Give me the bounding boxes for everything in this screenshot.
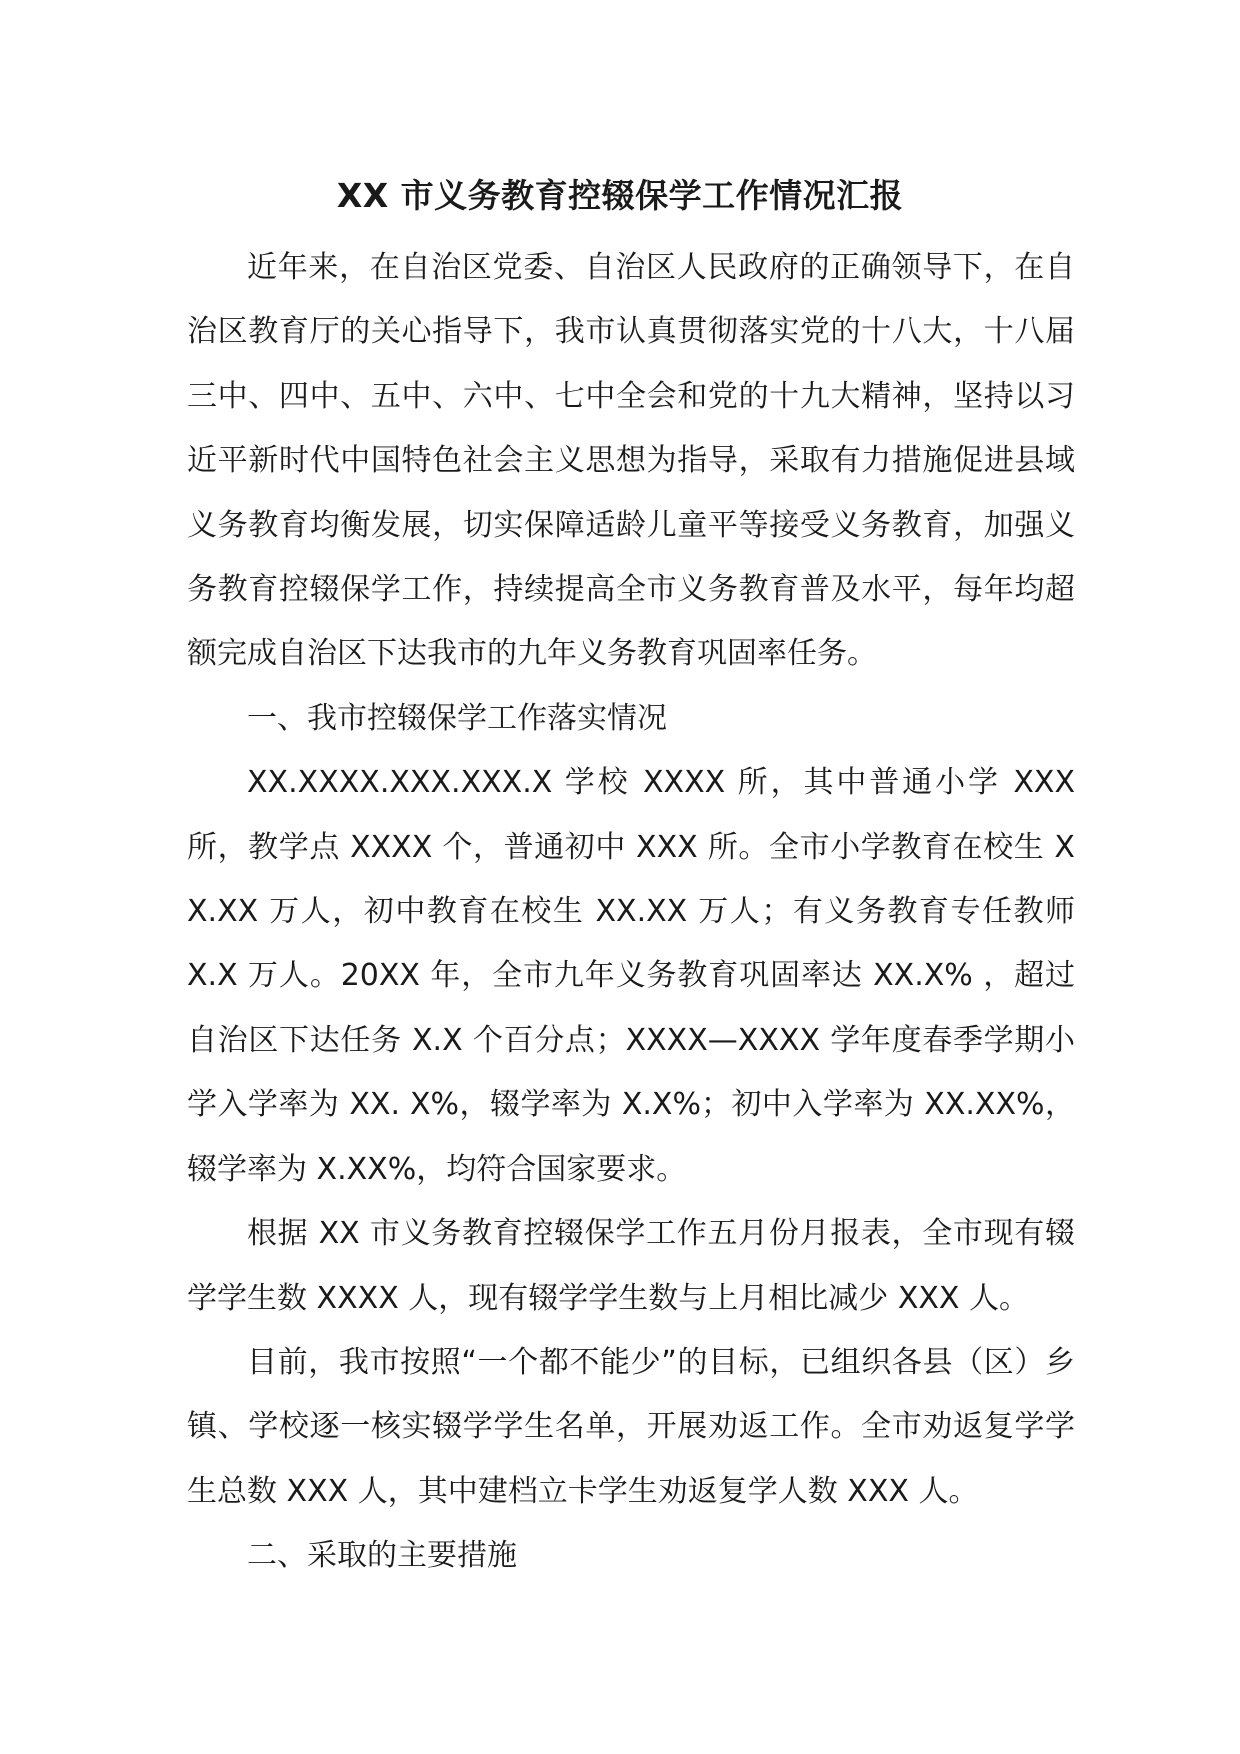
- paragraph-monthly-report: 根据 XX 市义务教育控辍保学工作五月份月报表，全市现有辍学学生数 XXXX 人，现有辍学学生数与上月相比减少 XXX 人。: [187, 1216, 1075, 1316]
- paragraph-intro: 近年来，在自治区党委、自治区人民政府的正确领导下，在自治区教育厅的关心指导下，我市认真贯彻落实党的十八大，十八届三中、四中、五中、六中、七中全会和党的十九大精神，坚持以习近平新时代中国特色社会主义思想为指导，采取有力措施促进县域义务教育均衡发展，切实保障适龄儿童平等接受义务教育，加强义务教育控辍保学工作，持续提高全市义务教育普及水平，每年均超额完成自治区下达我市的九年义务教育巩固率任务。: [187, 250, 1075, 672]
- paragraph-statistics: XX.XXXX.XXX.XXX.X 学校 XXXX 所，其中普通小学 XXX 所，教学点 XXXX 个，普通初中 XXX 所。全市小学教育在校生 XX.XX 万人，初中教育在校生 XX.XX 万人；有义务教育专任教师 X.X 万人。20XX 年，全市九年义务教育巩固率达 XX.X% ，超过自治区下达任务 X.X 个百分点；XXXX—XXXX 学年度春季学期小学入学率为 XX. X%，辍学率为 X.X%；初中入学率为 XX.XX%，辍学率为 X.XX%，均符合国家要求。: [187, 765, 1075, 1187]
- section-heading-2: 二、采取的主要措施: [247, 1538, 517, 1574]
- document-title: XX 市义务教育控辍保学工作情况汇报: [336, 176, 904, 215]
- section-heading-1: 一、我市控辍保学工作落实情况: [247, 700, 667, 736]
- document-body: [187, 236, 1075, 1589]
- paragraph-persuasion: 目前，我市按照“一个都不能少”的目标，已组织各县（区）乡镇、学校逐一核实辍学学生名单，开展劝返工作。全市劝返复学学生总数 XXX 人，其中建档立卡学生劝返复学人数 XXX 人。: [187, 1344, 1075, 1509]
